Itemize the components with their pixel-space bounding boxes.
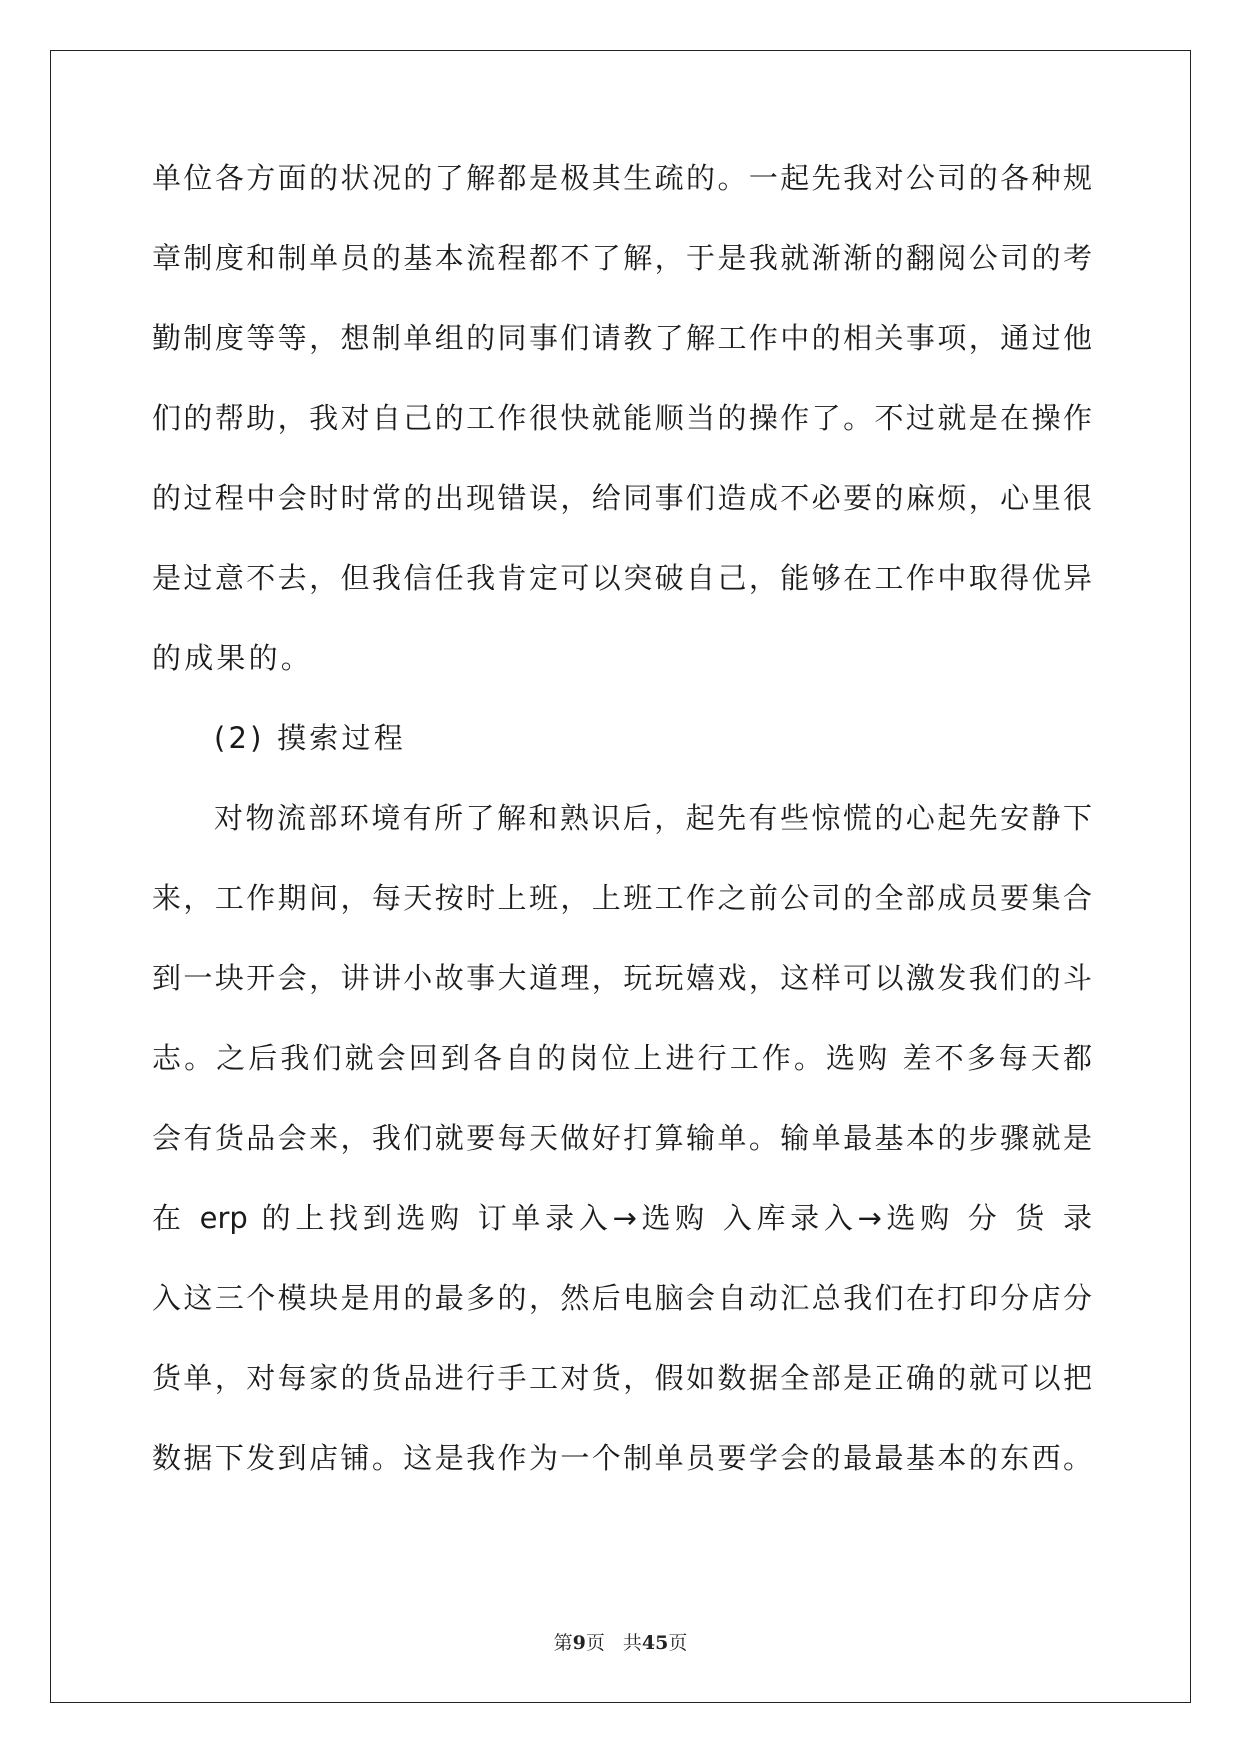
footer-page-suffix: 页 bbox=[585, 1632, 605, 1654]
text-line: 对物流部环境有所了解和熟识后，起先有些惊慌的心起先安静下 bbox=[214, 801, 1092, 835]
text-line: 到一块开会，讲讲小故事大道理，玩玩嬉戏，这样可以激发我们的斗 bbox=[152, 961, 1092, 995]
text-line: 会有货品会来，我们就要每天做好打算输单。输单最基本的步骤就是 bbox=[152, 1121, 1092, 1155]
text-line: 是过意不去，但我信任我肯定可以突破自己，能够在工作中取得优异 bbox=[152, 561, 1092, 595]
text-line: 货单，对每家的货品进行手工对货，假如数据全部是正确的就可以把 bbox=[152, 1361, 1092, 1395]
footer-prefix: 第 bbox=[553, 1632, 573, 1654]
text-line: 的过程中会时时常的出现错误，给同事们造成不必要的麻烦，心里很 bbox=[152, 481, 1092, 515]
footer-total-prefix: 共 bbox=[622, 1632, 642, 1654]
section-heading: (2) 摸索过程 bbox=[214, 721, 406, 755]
text-line: 章制度和制单员的基本流程都不了解，于是我就渐渐的翻阅公司的考 bbox=[152, 241, 1092, 275]
page-number: 9 bbox=[572, 1632, 586, 1654]
text-line: 在 erp 的上找到选购 订单录入→选购 入库录入→选购 分 货 录 bbox=[152, 1201, 1092, 1235]
total-pages: 45 bbox=[641, 1632, 669, 1654]
text-line: 勤制度等等，想制单组的同事们请教了解工作中的相关事项，通过他 bbox=[152, 321, 1092, 355]
text-line: 志。之后我们就会回到各自的岗位上进行工作。选购 差不多每天都 bbox=[152, 1041, 1092, 1075]
document-body bbox=[152, 158, 1092, 1518]
page-footer bbox=[0, 1628, 1241, 1655]
text-line: 们的帮助，我对自己的工作很快就能顺当的操作了。不过就是在操作 bbox=[152, 401, 1092, 435]
text-line: 数据下发到店铺。这是我作为一个制单员要学会的最最基本的东西。 bbox=[152, 1441, 1092, 1475]
text-line: 的成果的。 bbox=[152, 641, 314, 675]
text-line: 入这三个模块是用的最多的，然后电脑会自动汇总我们在打印分店分 bbox=[152, 1281, 1092, 1315]
footer-total-suffix: 页 bbox=[668, 1632, 688, 1654]
text-line: 来，工作期间，每天按时上班，上班工作之前公司的全部成员要集合 bbox=[152, 881, 1092, 915]
text-line: 单位各方面的状况的了解都是极其生疏的。一起先我对公司的各种规 bbox=[152, 161, 1092, 195]
